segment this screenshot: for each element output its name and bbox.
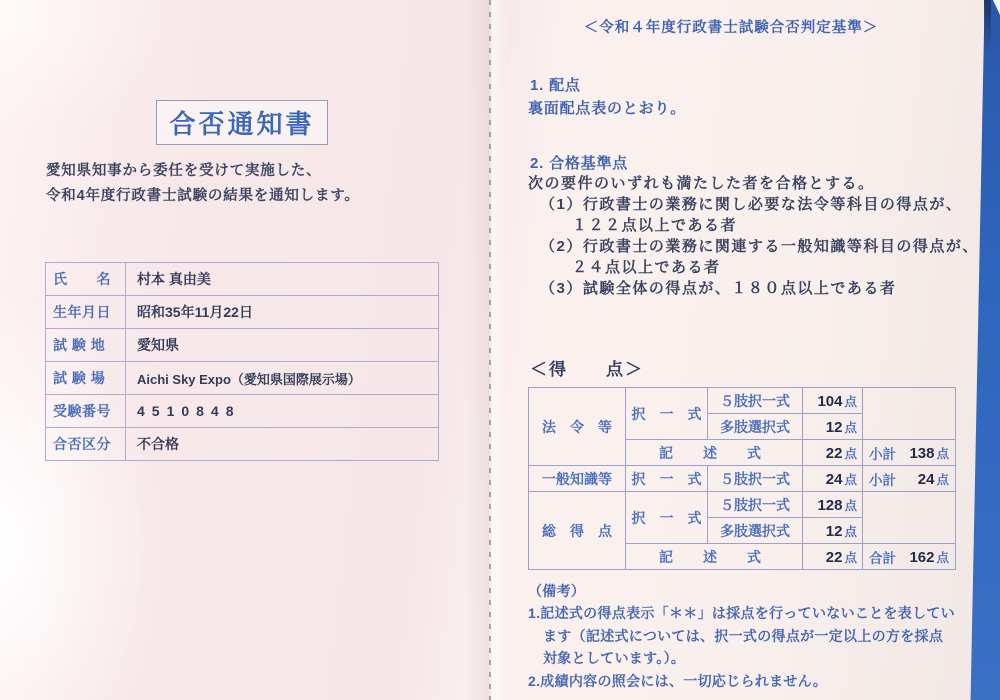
info-value-exam-site: Aichi Sky Expo（愛知県国際展示場） — [126, 362, 439, 395]
center-fold-shadow — [466, 0, 490, 700]
recipient-info-table — [45, 262, 439, 461]
remarks-note2: 2.成績内容の照会には、一切応じられません。 — [528, 673, 828, 689]
score-subtotal-spacer-total — [863, 492, 956, 544]
score-method-written-law: 記 述 式 — [626, 440, 803, 466]
blue-cover-edge — [968, 0, 1000, 700]
score-row-law-5choice — [529, 388, 956, 414]
center-fold-highlight — [492, 0, 508, 700]
score-sub-multichoice-total: 多肢選択式 — [708, 518, 803, 544]
score-subtotal-spacer-law — [863, 388, 956, 440]
score-category-general: 一般知識等 — [529, 466, 626, 492]
info-label-result: 合否区分 — [46, 428, 126, 461]
score-points-law-multichoice: 12 点 — [803, 414, 863, 440]
score-subtotal-law: 小計 138 点 — [863, 440, 956, 466]
score-sub-5choice-general: ５肢択一式 — [708, 466, 803, 492]
score-points-total-5choice: 128 点 — [803, 492, 863, 518]
score-method-mc-law: 択 一 式 — [626, 388, 708, 440]
criteria-item1-line1: （1）行政書士の業務に関し必要な法令等科目の得点が、 — [540, 196, 963, 213]
intro-line-1: 愛知県知事から委任を受けて実施した、 — [46, 163, 322, 179]
criteria-header: ＜令和４年度行政書士試験合否判定基準＞ — [583, 20, 879, 36]
score-points-total-multichoice: 12 点 — [803, 518, 863, 544]
score-method-mc-total: 択 一 式 — [626, 492, 708, 544]
info-value-birthdate: 昭和35年11月22日 — [126, 296, 439, 329]
intro-line-2: 令和4年度行政書士試験の結果を通知します。 — [46, 188, 360, 204]
info-label-birthdate: 生年月日 — [46, 296, 126, 329]
center-fold-perforation — [489, 0, 491, 700]
info-value-name: 村本 真由美 — [126, 263, 439, 296]
section1-body: 裏面配点表のとおり。 — [528, 100, 687, 117]
score-points-general: 24 点 — [803, 466, 863, 492]
criteria-item2-line2: ２４点以上である者 — [572, 259, 721, 276]
info-label-exam-site: 試 験 場 — [46, 362, 126, 395]
criteria-item3-line1: （3）試験全体の得点が、１８０点以上である者 — [540, 280, 897, 297]
info-value-examinee-number: 4510848 — [126, 395, 439, 428]
blue-cover-edge-shadow — [984, 0, 991, 52]
info-value-exam-area: 愛知県 — [126, 329, 439, 362]
info-row-exam-area — [46, 329, 439, 362]
score-points-total-written: 22 点 — [803, 544, 863, 570]
score-points-law-written: 22 点 — [803, 440, 863, 466]
score-sub-5choice-total: ５肢択一式 — [708, 492, 803, 518]
info-label-name: 氏 名 — [46, 263, 126, 296]
score-sub-5choice-law: ５肢択一式 — [708, 388, 803, 414]
criteria-item1-line2: １２２点以上である者 — [572, 217, 738, 234]
info-row-name — [46, 263, 439, 296]
score-total: 合計 162 点 — [863, 544, 956, 570]
section1-title: 1. 配点 — [530, 77, 581, 94]
score-subtotal-general: 小計 24 点 — [863, 466, 956, 492]
score-category-total: 総 得 点 — [529, 492, 626, 570]
info-label-examinee-number: 受験番号 — [46, 395, 126, 428]
criteria-item2-line1: （2）行政書士の業務に関連する一般知識等科目の得点が、 — [540, 238, 979, 255]
intro-text — [46, 159, 360, 209]
notice-title: 合否通知書 — [169, 109, 315, 139]
info-row-exam-site — [46, 362, 439, 395]
info-value-result: 不合格 — [126, 428, 439, 461]
score-row-total-5choice — [529, 492, 956, 518]
score-category-law: 法 令 等 — [529, 388, 626, 466]
section2-lead: 次の要件のいずれも満たした者を合格とする。 — [528, 175, 875, 192]
section2-title: 2. 合格基準点 — [530, 155, 629, 172]
info-label-exam-area: 試 験 地 — [46, 329, 126, 362]
info-row-birthdate — [46, 296, 439, 329]
score-method-written-total: 記 述 式 — [626, 544, 803, 570]
score-table — [528, 387, 956, 570]
remarks-note1-line2: ます（記述式については、択一式の得点が一定以上の方を採点 — [543, 628, 944, 644]
score-sub-multichoice-law: 多肢選択式 — [708, 414, 803, 440]
info-row-examinee-number — [46, 395, 439, 428]
score-points-law-5choice: 104 点 — [803, 388, 863, 414]
score-heading: ＜得 点＞ — [530, 360, 644, 379]
info-row-result — [46, 428, 439, 461]
remarks-note1-line1: 1.記述式の得点表示「＊＊」は採点を行っていないことを表してい — [528, 605, 955, 621]
remarks-heading: （備考） — [528, 583, 586, 599]
notice-title-box — [156, 100, 328, 145]
remarks-note1-line3: 対象としています。）。 — [543, 650, 686, 666]
score-method-mc-general: 択 一 式 — [626, 466, 708, 492]
score-row-general — [529, 466, 956, 492]
